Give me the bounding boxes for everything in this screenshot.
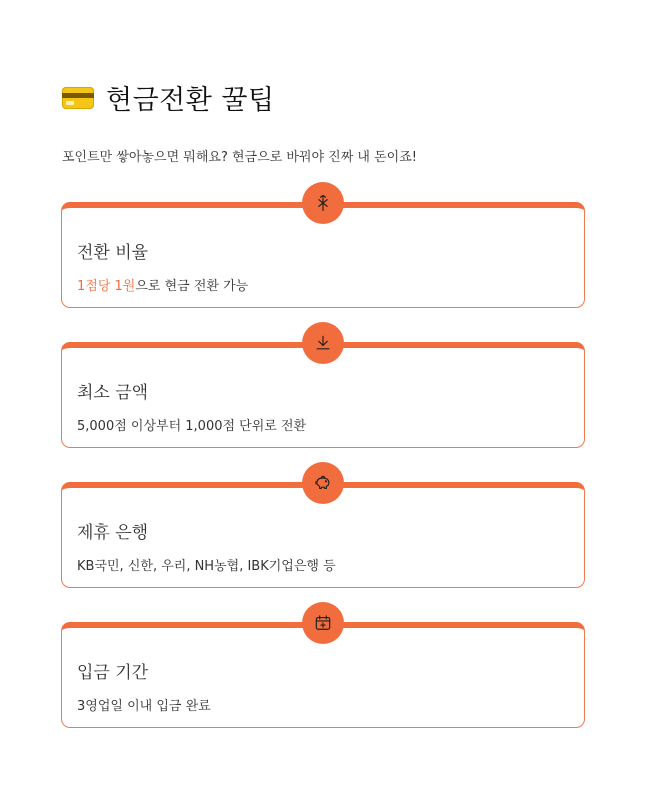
- tip-heading: 제휴 은행: [77, 523, 149, 543]
- tip-heading: 최소 금액: [77, 383, 149, 403]
- page-subtitle: 포인트만 쌓아놓으면 뭐해요? 현금으로 바꿔야 진짜 내 돈이죠!: [62, 150, 417, 165]
- credit-card-icon: [62, 87, 94, 109]
- tip-heading: 입금 기간: [77, 663, 149, 683]
- tip-description: [77, 275, 248, 294]
- exchange-icon: [302, 182, 344, 224]
- tip-highlight: 1점당 1원: [77, 279, 136, 294]
- tip-description: KB국민, 신한, 우리, NH농협, IBK기업은행 등: [77, 559, 336, 574]
- tip-card-conversion-rate: [61, 202, 585, 308]
- tip-card-minimum-amount: [61, 342, 585, 448]
- tip-description: 3영업일 이내 입금 완료: [77, 699, 211, 714]
- calendar-plus-icon: [302, 602, 344, 644]
- piggy-bank-icon: [302, 462, 344, 504]
- tip-card-partner-banks: [61, 482, 585, 588]
- tip-description: 5,000점 이상부터 1,000점 단위로 전환: [77, 419, 307, 434]
- download-icon: [302, 322, 344, 364]
- page-title: 현금전환 꿀팁: [106, 85, 275, 116]
- page-header: [62, 78, 275, 117]
- tip-heading: 전환 비율: [77, 243, 149, 263]
- tip-card-deposit-period: [61, 622, 585, 728]
- tip-description-rest: 으로 현금 전환 가능: [135, 279, 249, 294]
